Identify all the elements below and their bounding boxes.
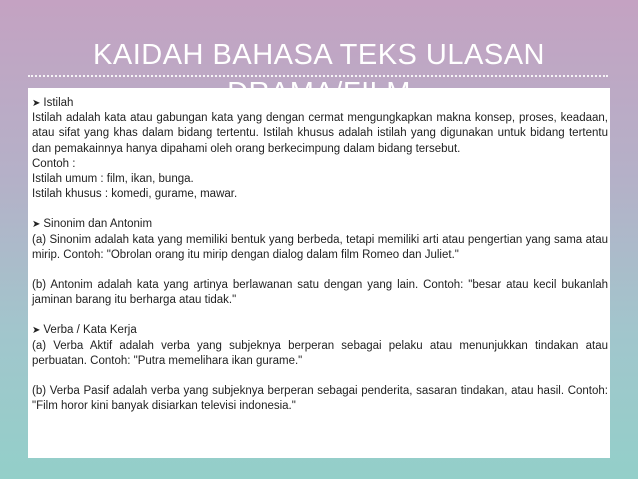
spacer xyxy=(32,263,608,278)
istilah-khusus: Istilah khusus : komedi, gurame, mawar. xyxy=(32,188,238,201)
heading-text: Verba / Kata Kerja xyxy=(43,324,137,337)
sinonim-paragraph: (a) Sinonim adalah kata yang memiliki bentuk yang berbeda, tetapi memiliki arti atau pengertian yang sama atau mirip. Contoh: "Obrolan orang itu mirip dengan dialog dalam film Romeo dan Juliet." xyxy=(32,233,608,261)
content-box xyxy=(28,88,610,458)
section-heading-verba xyxy=(32,323,608,338)
istilah-example-label: Contoh : xyxy=(32,157,76,170)
section-heading-sinonim xyxy=(32,217,608,232)
slide-title: KAIDAH BAHASA TEKS ULASAN xyxy=(93,39,545,71)
spacer xyxy=(32,369,608,384)
heading-text: Sinonim dan Antonim xyxy=(43,218,153,231)
section-istilah xyxy=(32,96,608,202)
heading-text: Istilah xyxy=(43,97,74,109)
istilah-umum: Istilah umum : film, ikan, bunga. xyxy=(32,173,194,186)
section-sinonim-antonim xyxy=(32,217,608,308)
verba-aktif-paragraph: (a) Verba Aktif adalah verba yang subjeknya berperan sebagai pelaku atau menunjukkan tindakan atau perbuatan. Contoh: "Putra memelihara ikan gurame." xyxy=(32,339,608,367)
istilah-definition: Istilah adalah kata atau gabungan kata yang dengan cermat mengungkapkan makna konsep, proses, keadaan, atau sifat yang khas dalam bidang tertentu. Istilah khusus adalah istilah yang digunakan untuk bidang tertentu dan pemakainnya hanya dipahami oleh orang berkecimpung dalam bidang tersebut. xyxy=(32,112,608,155)
section-heading-istilah xyxy=(32,96,608,111)
arrow-bullet-icon: ➤ xyxy=(32,219,41,231)
arrow-bullet-icon: ➤ xyxy=(32,325,41,337)
antonim-paragraph: (b) Antonim adalah kata yang artinya berlawanan satu dengan yang lain. Contoh: "besar atau kecil bukanlah jaminan barang itu berharga atau tidak." xyxy=(32,279,608,307)
spacer xyxy=(32,308,608,323)
title-divider xyxy=(28,75,608,77)
arrow-bullet-icon: ➤ xyxy=(32,98,41,109)
verba-pasif-paragraph: (b) Verba Pasif adalah verba yang subjeknya berperan sebagai penderita, sasaran tindakan, atau hasil. Contoh: "Film horor kini banyak disiarkan televisi indonesia." xyxy=(32,385,608,413)
spacer xyxy=(32,202,608,217)
section-verba xyxy=(32,323,608,414)
